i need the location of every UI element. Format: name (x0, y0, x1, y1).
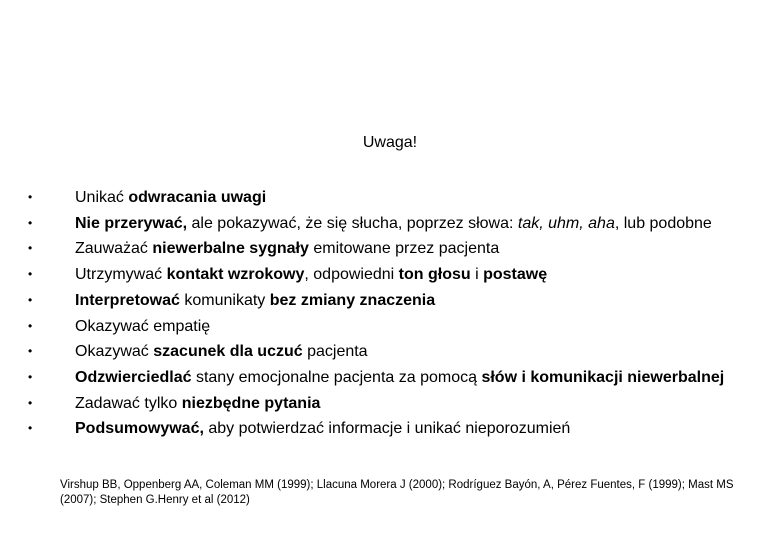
text-segment: niezbędne pytania (181, 394, 321, 412)
text-segment: , odpowiedni (304, 266, 399, 284)
text-segment: Okazywać (75, 343, 154, 361)
list-item-text (75, 420, 570, 437)
list-item (28, 314, 748, 340)
list-item-text (75, 318, 210, 335)
bullet-icon: • (28, 421, 33, 436)
text-segment: Interpretować (75, 291, 180, 309)
text-segment: Okazywać empatię (75, 317, 211, 335)
bullet-icon: • (28, 369, 33, 384)
list-item (28, 339, 748, 365)
text-segment: postawę (483, 266, 548, 284)
list-item-text (75, 343, 368, 360)
advice-list (28, 185, 748, 442)
text-segment: słów i komunikacji niewerbalnej (481, 368, 725, 386)
list-item (28, 185, 748, 211)
bullet-icon: • (28, 215, 33, 230)
list-item-text (75, 369, 724, 386)
list-item-text (75, 240, 499, 257)
text-segment: komunikaty (179, 291, 270, 309)
bullet-icon: • (28, 395, 33, 410)
list-item-text (75, 395, 320, 412)
slide-title: Uwaga! (362, 134, 418, 151)
list-item (28, 416, 748, 442)
text-segment: niewerbalne sygnały (152, 240, 309, 258)
text-segment: ale pokazywać, że się słucha, poprzez słowa: (187, 214, 518, 232)
text-segment: bez zmiany znaczenia (269, 291, 436, 309)
text-segment: pacjenta (302, 343, 368, 361)
list-item (28, 391, 748, 417)
text-segment: szacunek dla uczuć (153, 343, 303, 361)
list-item-text (75, 292, 435, 309)
text-segment: Zauważać (75, 240, 153, 258)
bullet-icon: • (28, 267, 33, 282)
text-segment: , lub podobne (614, 214, 712, 232)
text-segment: Nie przerywać, (75, 214, 188, 232)
list-item (28, 365, 748, 391)
text-segment: stany emocjonalne pacjenta za pomocą (191, 368, 482, 386)
list-item (28, 236, 748, 262)
list-item-text (75, 215, 712, 232)
text-segment: Unikać (75, 189, 129, 206)
text-segment: emitowane przez pacjenta (308, 240, 500, 258)
bullet-icon: • (28, 241, 33, 256)
references-footer: Virshup BB, Oppenberg AA, Coleman MM (1999); Llacuna Morera J (2000); Rodríguez Bayón, A, Pérez Fuentes, F (1999); Mast MS (2007); Stephen G.Henry et al (2012) (60, 479, 734, 506)
text-segment: aby potwierdzać informacje i unikać nieporozumień (203, 420, 571, 438)
text-segment: Podsumowywać, (75, 420, 204, 438)
bullet-icon: • (28, 344, 33, 359)
list-item-text (75, 266, 547, 283)
text-segment: kontakt wzrokowy (166, 266, 305, 284)
text-segment: Zadawać tylko (75, 394, 182, 412)
list-item-text (75, 189, 266, 206)
list-item (28, 211, 748, 237)
text-segment: tak, uhm, aha (517, 214, 615, 232)
text-segment: ton głosu (398, 266, 471, 284)
bullet-icon: • (28, 190, 33, 204)
bullet-icon: • (28, 318, 33, 333)
bullet-icon: • (28, 292, 33, 307)
text-segment: Odzwierciedlać (75, 368, 192, 386)
text-segment: odwracania uwagi (128, 189, 267, 206)
list-item (28, 288, 748, 314)
text-segment: i (470, 266, 484, 284)
list-item (28, 262, 748, 288)
text-segment: Utrzymywać (75, 266, 167, 284)
